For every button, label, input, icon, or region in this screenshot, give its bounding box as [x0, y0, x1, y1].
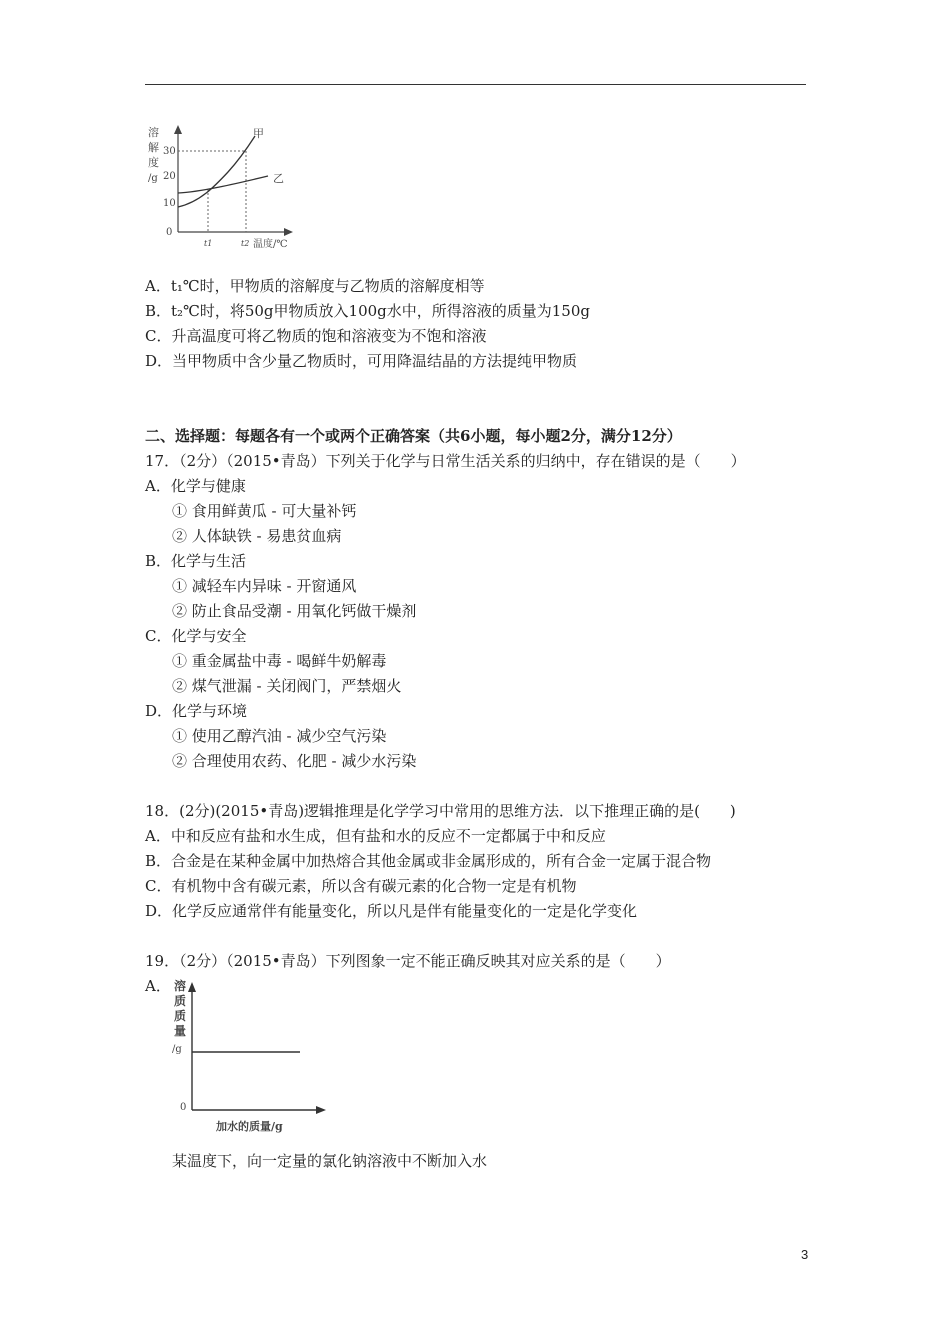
q17-option-b: B．化学与生活 [145, 552, 247, 570]
q19-a-caption: 某温度下，向一定量的氯化钠溶液中不断加入水 [172, 1152, 488, 1170]
section-heading: 二、选择题：每题各有一个或两个正确答案（共6小题，每小题2分，满分12分） [145, 427, 682, 445]
curve-yi [178, 176, 268, 193]
q17-b-item2: ② 防止食品受潮 - 用氧化钙做干燥剂 [172, 602, 417, 620]
q19-option-a: A． [145, 977, 171, 995]
solubility-chart [140, 120, 300, 255]
y-tick-label: 30 [163, 146, 176, 157]
y-label-char: 溶 [148, 126, 159, 139]
y-label-char: 质 [174, 1009, 187, 1023]
q17-option-c: C．化学与安全 [145, 627, 247, 645]
q17-option-d: D．化学与环境 [145, 702, 248, 720]
y-label-char: /g [148, 173, 158, 184]
y-label-char: 量 [174, 1024, 187, 1038]
q16-option-a: A．t₁℃时，甲物质的溶解度与乙物质的溶解度相等 [145, 277, 485, 295]
q18-stem: 18．(2分)(2015•青岛)逻辑推理是化学学习中常用的思维方法．以下推理正确的是( ) [145, 802, 736, 820]
y-label-char: /g [172, 1044, 182, 1055]
q17-c-item2: ② 煤气泄漏 - 关闭阀门，严禁烟火 [172, 677, 402, 695]
q16-option-d: D．当甲物质中含少量乙物质时，可用降温结晶的方法提纯甲物质 [145, 352, 578, 370]
solute-mass-chart [160, 970, 340, 1140]
y-label-char: 溶 [174, 979, 187, 993]
series-label-jia: 甲 [253, 127, 264, 140]
q18-option-b: B．合金是在某种金属中加热熔合其他金属或非金属形成的，所有合金一定属于混合物 [145, 852, 712, 870]
x-tick-t1: t1 [204, 239, 213, 248]
q17-a-item2: ② 人体缺铁 - 易患贫血病 [172, 527, 342, 545]
q18-option-a: A．中和反应有盐和水生成，但有盐和水的反应不一定都属于中和反应 [145, 827, 606, 845]
series-label-yi: 乙 [273, 172, 284, 185]
q17-d-item2: ② 合理使用农药、化肥 - 减少水污染 [172, 752, 417, 770]
q16-option-c: C．升高温度可将乙物质的饱和溶液变为不饱和溶液 [145, 327, 487, 345]
curve-jia [178, 136, 255, 207]
origin-label: 0 [180, 1102, 187, 1113]
x-axis-label: 温度/℃ [253, 239, 288, 250]
q19-stem: 19．（2分）（2015•青岛）下列图象一定不能正确反映其对应关系的是（ ） [145, 952, 671, 970]
header-rule [145, 84, 806, 85]
q17-c-item1: ① 重金属盐中毒 - 喝鲜牛奶解毒 [172, 652, 387, 670]
q18-option-c: C．有机物中含有碳元素，所以含有碳元素的化合物一定是有机物 [145, 877, 577, 895]
q17-stem: 17．（2分）（2015•青岛）下列关于化学与日常生活关系的归纳中，存在错误的是（ ） [145, 452, 746, 470]
y-tick-label: 20 [163, 171, 176, 182]
x-axis-label: 加水的质量/g [216, 1120, 283, 1133]
q18-option-d: D．化学反应通常伴有能量变化，所以凡是伴有能量变化的一定是化学变化 [145, 902, 638, 920]
q16-option-b: B．t₂℃时，将50g甲物质放入100g水中，所得溶液的质量为150g [145, 302, 590, 320]
q17-option-a: A．化学与健康 [145, 477, 246, 495]
y-label-char: 质 [174, 994, 187, 1008]
y-label-char: 解 [148, 141, 159, 154]
x-tick-t2: t2 [241, 239, 250, 248]
q17-b-item1: ① 减轻车内异味 - 开窗通风 [172, 577, 357, 595]
q17-a-item1: ① 食用鲜黄瓜 - 可大量补钙 [172, 502, 357, 520]
y-label-char: 度 [148, 156, 159, 169]
y-tick-label: 0 [166, 227, 173, 238]
q17-d-item1: ① 使用乙醇汽油 - 减少空气污染 [172, 727, 387, 745]
page-number: 3 [801, 1247, 809, 1262]
y-tick-label: 10 [163, 198, 176, 209]
